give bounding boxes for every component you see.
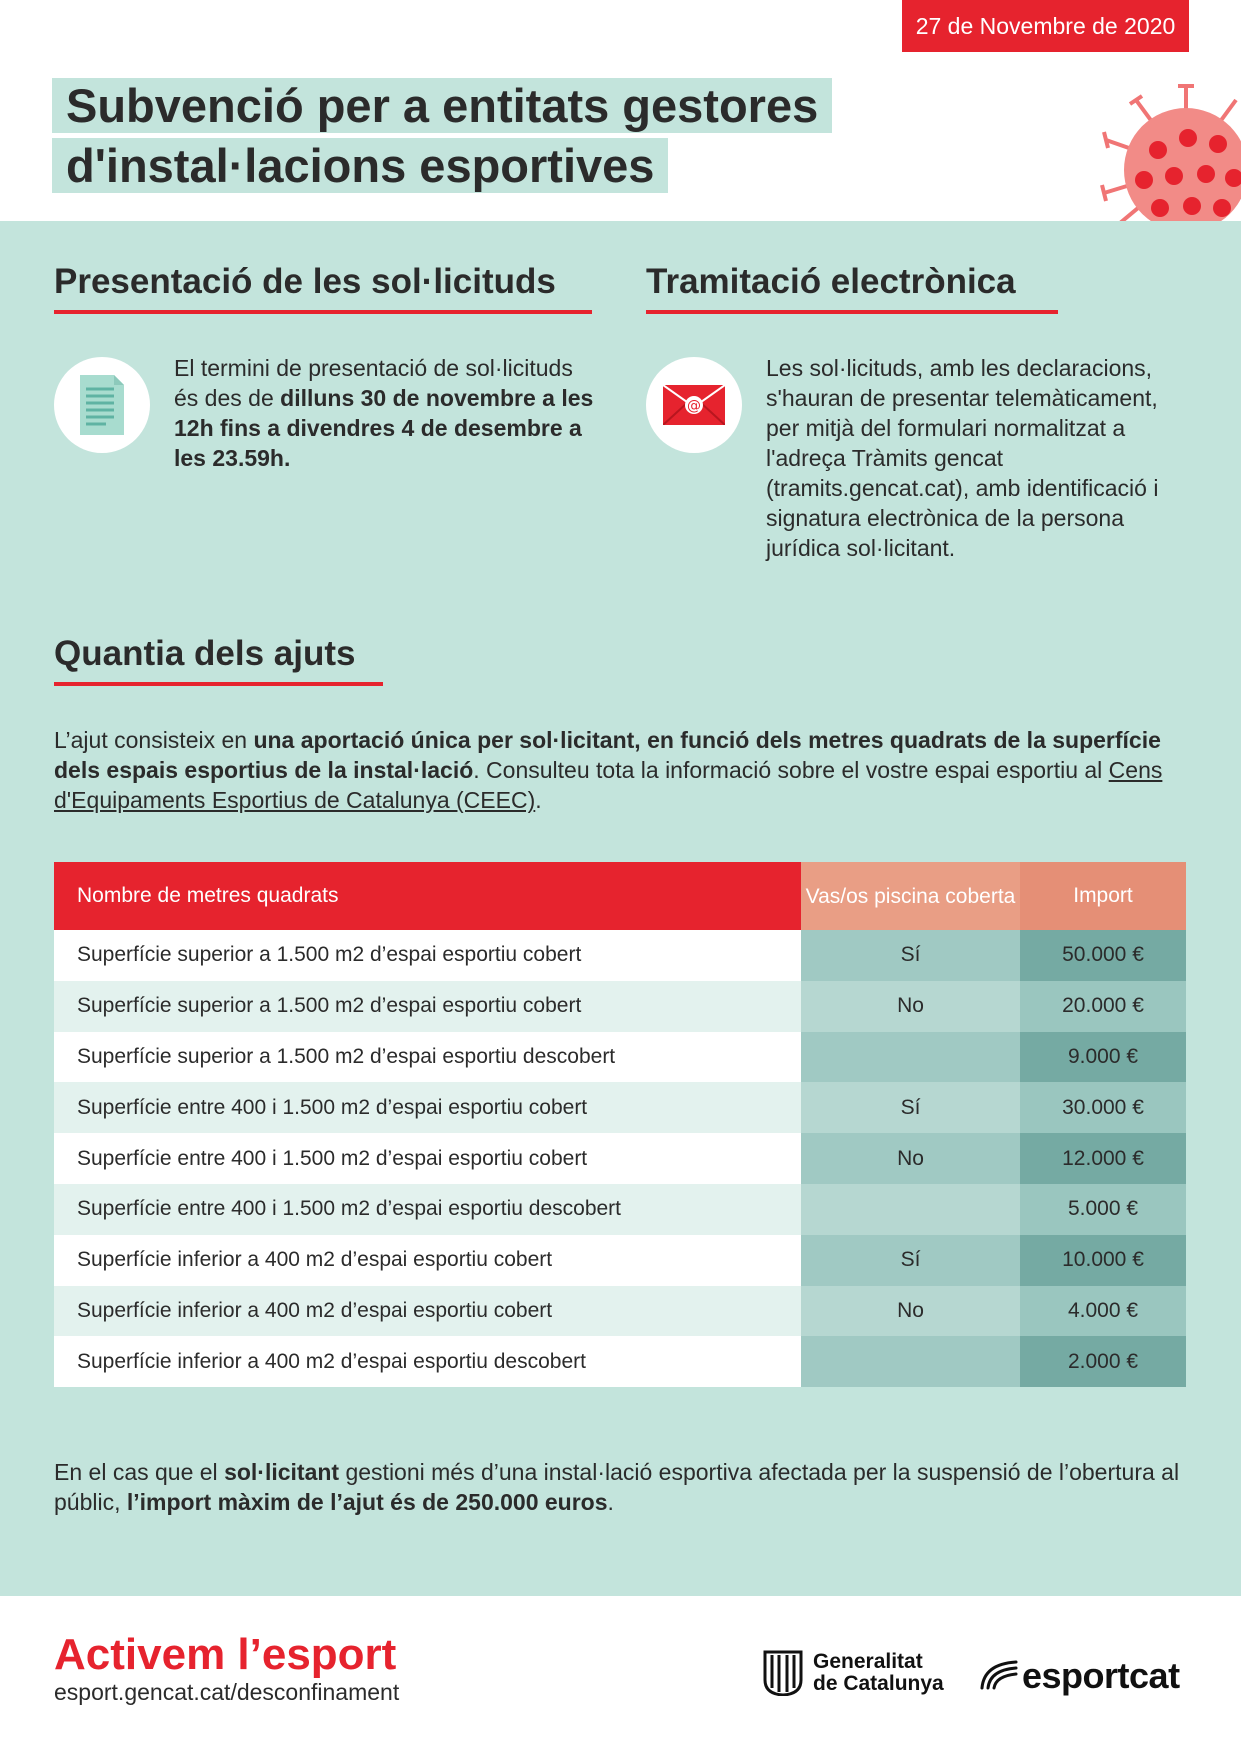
- gencat-logo-icon: [763, 1650, 803, 1696]
- svg-text:@: @: [687, 398, 701, 414]
- row-import: 12.000 €: [1020, 1133, 1186, 1184]
- row-piscina: No: [801, 981, 1020, 1032]
- email-icon: [663, 385, 725, 425]
- table-row: [54, 1235, 1186, 1286]
- row-import: 2.000 €: [1020, 1336, 1186, 1387]
- row-import: 9.000 €: [1020, 1032, 1186, 1083]
- email-icon-circle: [646, 357, 742, 453]
- row-import: 20.000 €: [1020, 981, 1186, 1032]
- row-piscina: [801, 1032, 1020, 1083]
- row-description: Superfície entre 400 i 1.500 m2 d’espai esportiu descobert: [54, 1184, 801, 1235]
- gencat-line-2: de Catalunya: [813, 1672, 944, 1695]
- row-description: Superfície superior a 1.500 m2 d’espai esportiu cobert: [54, 981, 801, 1032]
- presentacio-heading: Presentació de les sol·licituds: [54, 262, 592, 314]
- row-description: Superfície inferior a 400 m2 d’espai esportiu cobert: [54, 1235, 801, 1286]
- table-row: [54, 1133, 1186, 1184]
- table-row: [54, 1286, 1186, 1337]
- quantia-text-1: L’ajut consisteix en: [54, 727, 254, 753]
- campaign-title: Activem l’esport: [54, 1630, 397, 1679]
- gencat-line-1: Generalitat: [813, 1650, 923, 1673]
- quantia-heading: Quantia dels ajuts: [54, 634, 383, 686]
- title-line-2: d'instal·lacions esportives: [52, 138, 668, 193]
- esportcat-name: esportcat: [1022, 1655, 1180, 1696]
- row-description: Superfície superior a 1.500 m2 d’espai esportiu descobert: [54, 1032, 801, 1083]
- presentacio-text-bold: dilluns 30 de novembre a les 12h fins a divendres 4 de desembre a les 23.59h.: [174, 385, 594, 471]
- closing-text: [54, 1457, 1194, 1517]
- document-icon: [80, 375, 124, 435]
- row-import: 10.000 €: [1020, 1235, 1186, 1286]
- tramitacio-heading: Tramitació electrònica: [646, 262, 1058, 314]
- ceec-link[interactable]: Cens d'Equipaments Esportius de Catalunya (CEEC): [54, 757, 1163, 813]
- quantia-text: [54, 725, 1189, 815]
- table-row: [54, 1082, 1186, 1133]
- esportcat-logo: [978, 1655, 1180, 1697]
- row-piscina: No: [801, 1286, 1020, 1337]
- table-header-row: [54, 862, 1186, 930]
- row-piscina: Sí: [801, 930, 1020, 981]
- table-row: [54, 1184, 1186, 1235]
- table-row: [54, 1032, 1186, 1083]
- esportcat-logo-icon: [978, 1658, 1020, 1694]
- row-piscina: Sí: [801, 1235, 1020, 1286]
- row-import: 5.000 €: [1020, 1184, 1186, 1235]
- campaign-url[interactable]: esport.gencat.cat/desconfinament: [54, 1679, 400, 1705]
- quantia-text-3: .: [535, 787, 542, 813]
- presentacio-text: [174, 353, 594, 473]
- closing-text-2: gestioni més d’una instal·lació esportiva afectada per la suspensió de l’obertura al públic,: [54, 1459, 1180, 1515]
- row-piscina: Sí: [801, 1082, 1020, 1133]
- row-import: 50.000 €: [1020, 930, 1186, 981]
- header-piscina: Vas/os piscina coberta: [801, 862, 1020, 930]
- row-import: 30.000 €: [1020, 1082, 1186, 1133]
- table-row: [54, 1336, 1186, 1387]
- virus-icon: [1096, 78, 1241, 223]
- subsidy-table: [54, 862, 1186, 1387]
- row-piscina: [801, 1184, 1020, 1235]
- closing-bold-2: l’import màxim de l’ajut és de 250.000 euros: [126, 1489, 608, 1515]
- gencat-name: [813, 1651, 944, 1695]
- closing-text-3: .: [607, 1489, 614, 1515]
- date-badge: 27 de Novembre de 2020: [902, 0, 1189, 52]
- tramitacio-text: Les sol·licituds, amb les declaracions, s'hauran de presentar telemàticament, per mitjà del formulari normalitzat a l'adreça Tràmits gencat (tramits.gencat.cat), amb identificació i signatura electrònica de la persona jurídica sol·licitant.: [766, 355, 1159, 561]
- closing-text-1: En el cas que el: [54, 1459, 225, 1485]
- header-import: Import: [1020, 862, 1186, 930]
- title-line-1: Subvenció per a entitats gestores: [52, 78, 832, 133]
- page-title: [52, 78, 832, 193]
- row-piscina: [801, 1336, 1020, 1387]
- row-description: Superfície inferior a 400 m2 d’espai esportiu descobert: [54, 1336, 801, 1387]
- table-row: [54, 981, 1186, 1032]
- row-description: Superfície superior a 1.500 m2 d’espai esportiu cobert: [54, 930, 801, 981]
- row-description: Superfície entre 400 i 1.500 m2 d’espai esportiu cobert: [54, 1082, 801, 1133]
- document-icon-circle: [54, 357, 150, 453]
- gencat-logo: [763, 1650, 944, 1696]
- closing-bold-1: sol·licitant: [224, 1459, 340, 1485]
- row-import: 4.000 €: [1020, 1286, 1186, 1337]
- row-piscina: No: [801, 1133, 1020, 1184]
- row-description: Superfície entre 400 i 1.500 m2 d’espai esportiu cobert: [54, 1133, 801, 1184]
- quantia-text-bold: una aportació única per sol·licitant, en funció dels metres quadrats de la superfície dels espais esportius de la instal·lació: [54, 727, 1161, 783]
- row-description: Superfície inferior a 400 m2 d’espai esportiu cobert: [54, 1286, 801, 1337]
- table-row: [54, 930, 1186, 981]
- quantia-text-2: . Consulteu tota la informació sobre el vostre espai esportiu al: [473, 757, 1109, 783]
- header-metres: Nombre de metres quadrats: [54, 862, 801, 930]
- presentacio-text-1: El termini de presentació de sol·licituds és des de: [174, 355, 573, 411]
